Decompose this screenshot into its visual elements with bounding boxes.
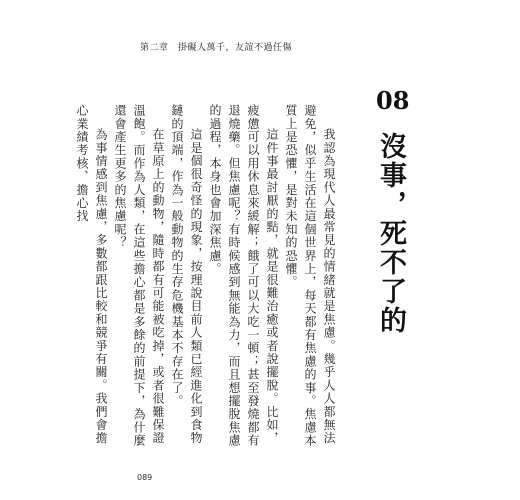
page-number: 089 bbox=[137, 473, 153, 482]
paragraph: 這是個很奇怪的現象，按理說目前人類已經進化到食物鏈的頂端，作為一般動物的生存危機基本不存在了。 bbox=[170, 104, 203, 445]
chapter-title: 沒事，死不了的 bbox=[375, 132, 406, 335]
paragraph: 為事情感到焦慮，多數都跟比較和競爭有關。我們會擔心業績考核、擔心找 bbox=[75, 104, 108, 445]
running-header: 第二章 掛礙人萬千，友誼不過任傷 bbox=[140, 43, 293, 53]
paragraph: 我認為現代人最常見的情緒就是焦慮。幾乎人人都無法避免，似乎生活在這個世界上，每天都有焦慮的事。焦慮本質上是恐懼，是對未知的恐懼。 bbox=[284, 104, 336, 448]
paragraph: 在草原上的動物，隨時都有可能被吃掉，或者很難保證溫飽。而作為人類，在這些擔心都是多餘的前提下，為什麼還會產生更多的焦慮呢？ bbox=[113, 104, 165, 448]
paragraph: 這件事最討厭的點，就是很難治癒或者說擺脫。比如，疲憊可以用休息來緩解；餓了可以大吃一頓；甚至發燒都有退燒藥。但焦慮呢？有時候感到無能為力，而且想擺脫焦慮的過程，本身也會加深焦慮。 bbox=[208, 104, 279, 448]
chapter-number: 08 bbox=[376, 86, 410, 115]
body-text bbox=[75, 104, 338, 449]
